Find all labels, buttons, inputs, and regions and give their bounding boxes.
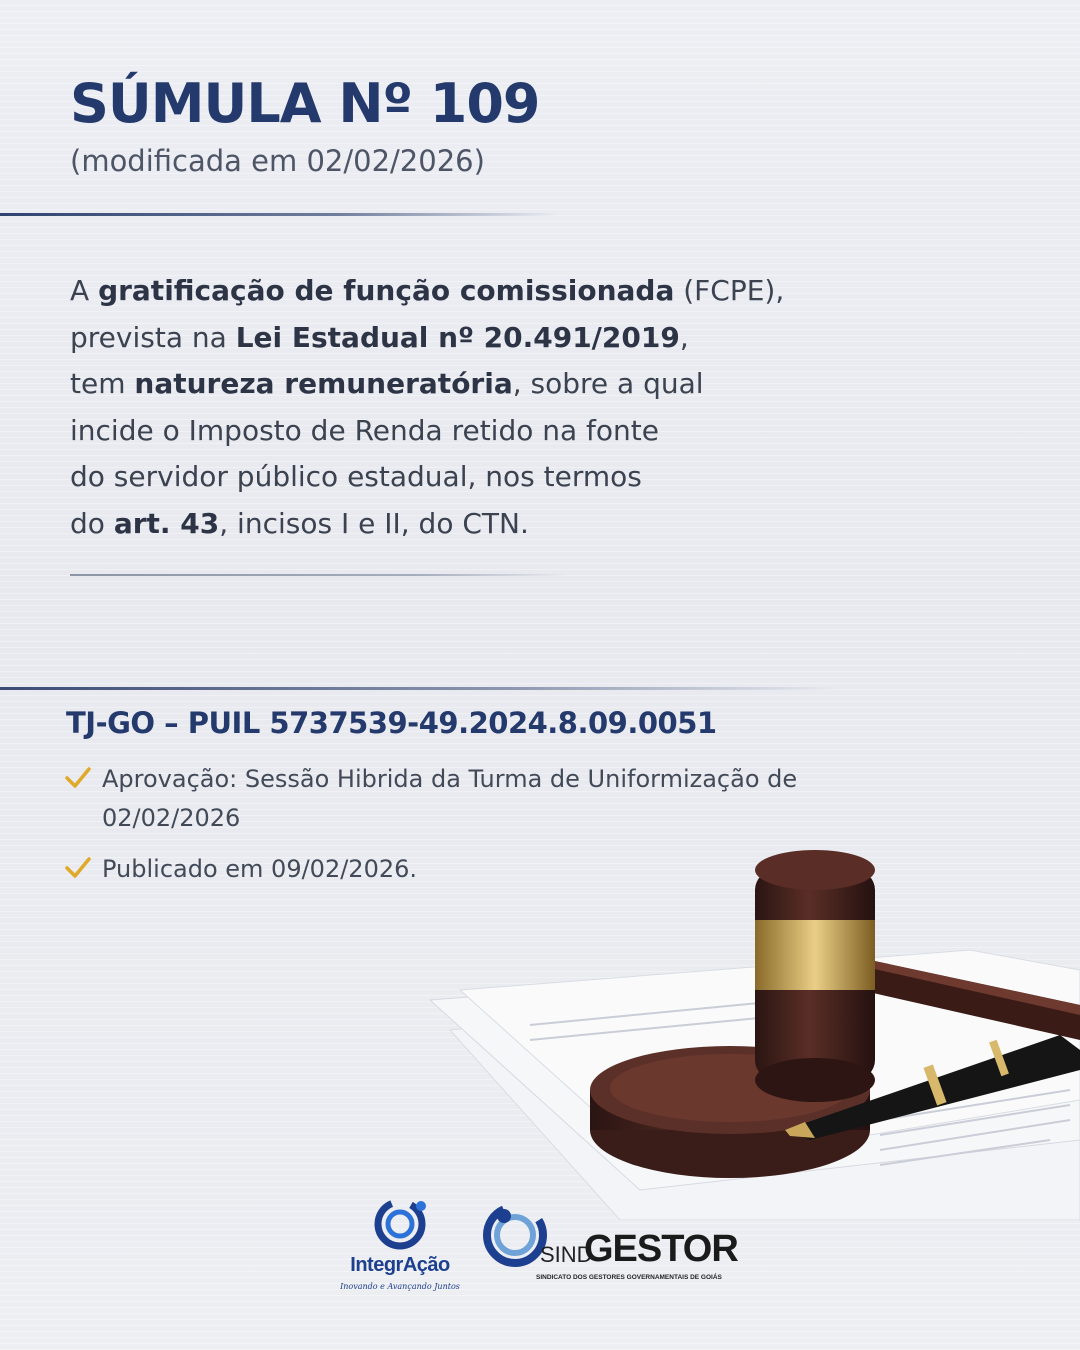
statement-text: incide o Imposto de Renda retido na fonte: [70, 413, 659, 447]
divider-top: [0, 213, 560, 216]
sindgestor-prefix: SIND: [540, 1242, 593, 1267]
integracao-tagline: Inovando e Avançando Juntos: [340, 1282, 460, 1291]
statement-line: [70, 454, 870, 501]
integracao-logo: [335, 1194, 465, 1304]
statement-text: , incisos I e II, do CTN.: [219, 506, 529, 540]
statement-bold-text: Lei Estadual nº 20.491/2019: [235, 320, 680, 354]
list-item: [64, 760, 864, 838]
statement-text: tem: [70, 367, 135, 400]
summary-statement: [70, 268, 870, 547]
statement-text: do servidor público estadual, nos termos: [70, 460, 642, 493]
statement-text: do: [70, 506, 114, 540]
sindgestor-name: GESTOR: [584, 1228, 738, 1270]
statement-line: [70, 361, 870, 408]
check-icon: [64, 764, 92, 792]
statement-line: [70, 501, 870, 548]
statement-text: (FCPE),: [674, 274, 785, 307]
page-title: SÚMULA Nº 109: [70, 72, 540, 135]
check-icon: [64, 854, 92, 882]
statement-bold-text: natureza remuneratória: [134, 367, 513, 400]
divider-lower: [0, 687, 840, 690]
gavel-head: [755, 850, 875, 1102]
approval-text: Aprovação: Sessão Hibrida da Turma de Uniformização de 02/02/2026: [102, 765, 798, 832]
statement-line: [70, 408, 870, 455]
integracao-logo-icon: [335, 1194, 465, 1254]
divider-middle: [70, 574, 570, 576]
sindgestor-logo: [480, 1190, 740, 1300]
case-reference: TJ-GO – PUIL 5737539-49.2024.8.09.0051: [66, 706, 717, 740]
integracao-name: IntegrAção: [350, 1254, 450, 1276]
statement-bold-text: art. 43: [113, 506, 220, 540]
statement-text: , sobre a qual: [512, 367, 704, 400]
publication-text: Publicado em 09/02/2026.: [102, 855, 418, 883]
footer-logos: [0, 1180, 1080, 1310]
gavel-illustration: [410, 840, 1080, 1220]
statement-text: A: [70, 274, 99, 307]
statement-text: ,: [679, 320, 689, 354]
modification-date: (modificada em 02/02/2026): [70, 144, 485, 178]
sindgestor-full-name: SINDICATO DOS GESTORES GOVERNAMENTAIS DE GOIÁS: [536, 1274, 722, 1281]
statement-line: [70, 268, 870, 315]
statement-bold-text: gratificação de função comissionada: [98, 274, 675, 307]
statement-text: prevista na: [70, 320, 236, 354]
statement-line: [70, 315, 870, 362]
